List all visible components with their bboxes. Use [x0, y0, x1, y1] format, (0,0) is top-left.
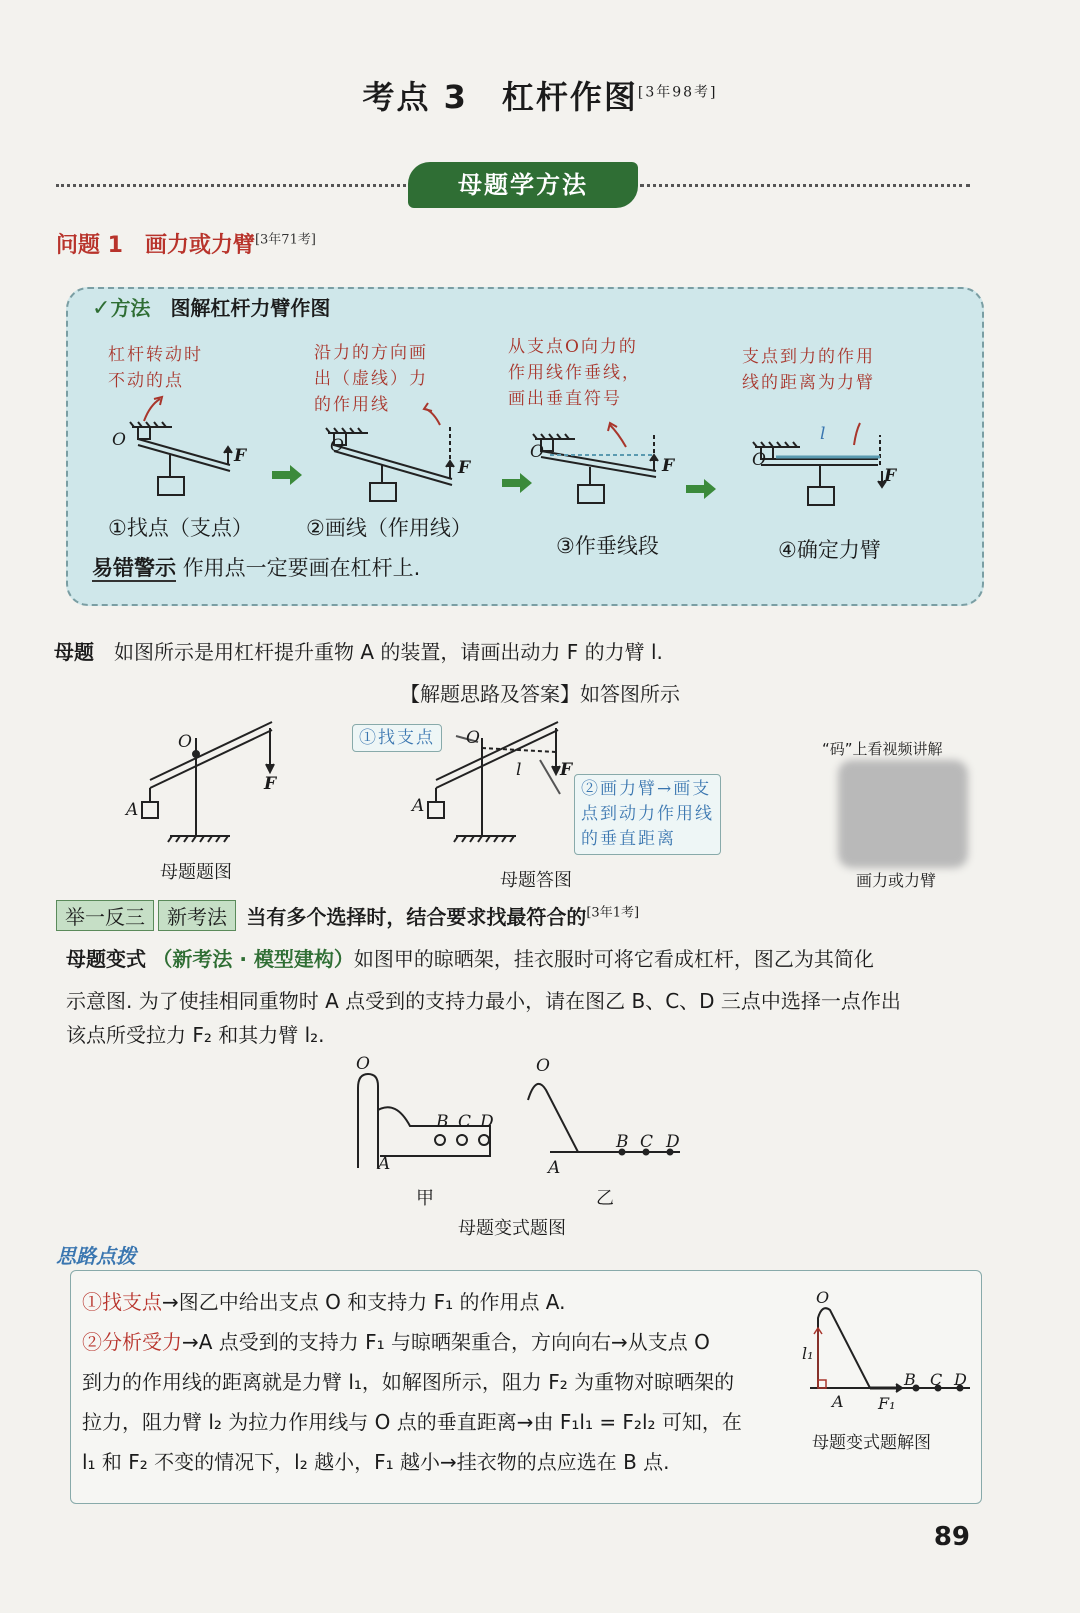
fig2-note-2: ②画力臂→画支 点到动力作用线 的垂直距离	[574, 774, 721, 855]
fig2-a-label: A	[412, 796, 425, 816]
note-3: 从支点O向力的 作用线作垂线， 画出垂直符号	[508, 337, 641, 409]
warning: 易错警示 作用点一定要画在杠杆上.	[92, 556, 421, 580]
variant-line-1: 母题变式 （新考法 · 模型建构）如图甲的晾晒架，挂衣服时可将它看成杠杆，图乙为其简化	[66, 947, 874, 971]
extend-tag-2: 新考法	[158, 900, 236, 931]
yi-o-label: O	[536, 1056, 550, 1076]
page-number: 89	[933, 1522, 970, 1552]
extend-heading: 举一反三 新考法 当有多个选择时，结合要求找最符合的[3年1考]	[56, 900, 639, 931]
extend-heading-tag: [3年1考]	[586, 905, 640, 921]
variant-line-3: 该点所受拉力 F₂ 和其力臂 l₂.	[66, 1023, 325, 1047]
step4-l-label: l	[820, 424, 826, 444]
fig1-caption: 母题题图	[160, 862, 232, 883]
step1-o-label: O	[112, 430, 126, 450]
sol-a-label: A	[832, 1392, 844, 1411]
jia-a-label: A	[378, 1154, 391, 1174]
note-4: 支点到力的作用 线的距离为力臂	[742, 347, 875, 393]
variant-figures	[340, 1060, 700, 1190]
sol-d-label: D	[954, 1370, 967, 1389]
step4-f-label: F	[884, 466, 897, 486]
yi-b-label: B	[616, 1132, 629, 1152]
qr-code[interactable]	[838, 760, 968, 868]
yi-c-label: C	[640, 1132, 654, 1152]
question-heading: 问题 1 画力或力臂[3年71考]	[56, 232, 316, 258]
extend-tag-1: 举一反三	[56, 900, 154, 931]
divider-left	[56, 184, 406, 187]
sol-b-label: B	[904, 1370, 916, 1389]
step3-o-label: O	[530, 442, 544, 462]
sol-c-label: C	[930, 1370, 943, 1389]
divider-right	[640, 184, 970, 187]
check-icon: ✓	[92, 296, 111, 321]
jia-label: 甲	[416, 1188, 434, 1209]
note-1: 杠杆转动时 不动的点	[108, 345, 203, 391]
fig2-caption: 母题答图	[500, 870, 572, 891]
step4-o-label: O	[752, 450, 766, 470]
step1-f-label: F	[234, 446, 247, 466]
fig2-o-label: O	[466, 728, 480, 748]
fig2-l-label: l	[516, 760, 522, 780]
think-tag: 思路点拨	[56, 1244, 136, 1268]
step-3: ③作垂线段	[556, 534, 659, 558]
yi-a-label: A	[548, 1158, 561, 1178]
fig2-f-label: F	[560, 760, 573, 780]
step-1: ①找点（支点）	[108, 516, 253, 540]
question-tag: [3年71考]	[254, 232, 316, 248]
note-2: 沿力的方向画 出（虚线）力 的作用线	[314, 343, 428, 415]
jia-b-label: B	[436, 1112, 449, 1132]
step2-o-label: O	[330, 436, 344, 456]
think-line-1: ①找支点→图乙中给出支点 O 和支持力 F₁ 的作用点 A.	[82, 1290, 566, 1314]
fig1-a-label: A	[126, 800, 139, 820]
yi-label: 乙	[596, 1188, 614, 1209]
fig1-f-label: F	[264, 774, 277, 794]
section-banner: 母题学方法	[408, 162, 638, 208]
sol-f1-label: F₁	[878, 1394, 896, 1413]
sol-l1-label: l₁	[802, 1344, 814, 1363]
qr-title: “码”上看视频讲解	[822, 740, 943, 758]
jia-o-label: O	[356, 1054, 370, 1074]
step3-f-label: F	[662, 456, 675, 476]
qr-caption: 画力或力臂	[856, 871, 937, 890]
answer-line: 【解题思路及答案】如答图所示	[400, 682, 680, 706]
think-line-3: 到力的作用线的距离就是力臂 l₁，如解图所示，阻力 F₂ 为重物对晾晒架的	[82, 1370, 735, 1394]
method-heading: ✓方法 图解杠杆力臂作图	[92, 296, 331, 321]
fig1-o-label: O	[178, 732, 192, 752]
variant-caption: 母题变式题图	[458, 1218, 566, 1239]
think-line-2: ②分析受力→A 点受到的支持力 F₁ 与晾晒架重合，方向向右→从支点 O	[82, 1330, 710, 1354]
problem-statement: 母题 如图所示是用杠杆提升重物 A 的装置，请画出动力 F 的力臂 l.	[54, 640, 663, 664]
step-4: ④确定力臂	[778, 538, 881, 562]
variant-line-2: 示意图. 为了使挂相同重物时 A 点受到的支持力最小，请在图乙 B、C、D 三点中选择一点作出	[66, 989, 901, 1013]
think-line-4: 拉力，阻力臂 l₂ 为拉力作用线与 O 点的垂直距离→由 F₁l₁ = F₂l₂ 可知，在	[82, 1410, 742, 1434]
jia-c-label: C	[458, 1112, 472, 1132]
jia-d-label: D	[480, 1112, 494, 1132]
yi-d-label: D	[666, 1132, 680, 1152]
think-line-5: l₁ 和 F₂ 不变的情况下，l₂ 越小，F₁ 越小→挂衣物的点应选在 B 点.	[82, 1450, 670, 1474]
sol-o-label: O	[816, 1288, 830, 1307]
title-tag: [3年98考]	[637, 84, 718, 101]
fig2-note-1: ①找支点	[352, 724, 442, 752]
step-2: ②画线（作用线）	[306, 516, 472, 540]
solution-caption: 母题变式题解图	[812, 1433, 931, 1453]
page-title: 考点 3 杠杆作图[3年98考]	[362, 78, 718, 116]
step2-f-label: F	[458, 458, 471, 478]
